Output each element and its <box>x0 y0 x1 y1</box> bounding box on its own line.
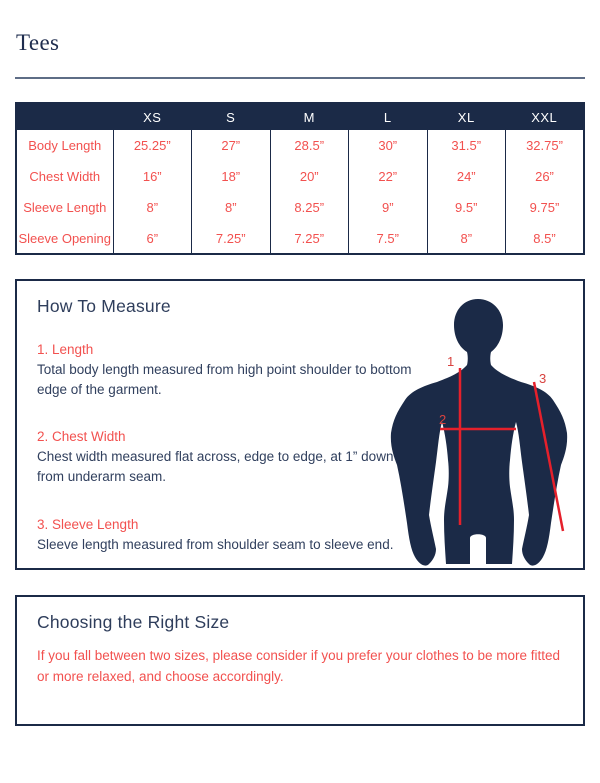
how-to-measure-title: How To Measure <box>37 296 171 317</box>
row-label: Sleeve Opening <box>18 230 111 246</box>
size-table <box>15 102 585 255</box>
choosing-size-text: If you fall between two sizes, please consider if you prefer your clothes to be more fitted or more relaxed, and choose accordingly. <box>37 648 561 685</box>
body-silhouette-diagram <box>381 287 583 570</box>
measurement-cell: 28.5” <box>270 130 349 161</box>
choosing-size-title: Choosing the Right Size <box>37 612 230 633</box>
measure-item-length <box>37 342 417 399</box>
measurement-cell: 8” <box>113 192 192 223</box>
measurement-cell: 27” <box>192 130 271 161</box>
size-column-header-m: M <box>270 103 349 130</box>
measurement-cell: 30” <box>349 130 428 161</box>
table-row-chest-width <box>16 161 584 192</box>
row-label: Body Length <box>28 138 102 154</box>
measure-item-text: Chest width measured flat across, edge to edge, at 1” down from underarm seam. <box>37 449 394 484</box>
measure-item-heading: 3. Sleeve Length <box>37 516 139 532</box>
measurement-cell: 9.5” <box>427 192 506 223</box>
measurement-cell: 8.25” <box>270 192 349 223</box>
measure-item-heading: 1. Length <box>37 342 94 358</box>
measurement-cell: 7.25” <box>192 223 271 254</box>
measurement-cell: 6” <box>113 223 192 254</box>
measurement-cell: 8.5” <box>506 223 585 254</box>
measure-item-heading: 2. Chest Width <box>37 429 126 445</box>
measurement-cell: 32.75” <box>506 130 585 161</box>
measure-label-3: 3 <box>539 371 547 387</box>
size-column-header-xxl: XXL <box>506 103 585 130</box>
table-corner-cell <box>16 103 113 130</box>
table-row-sleeve-length <box>16 192 584 223</box>
measure-label-2: 2 <box>439 412 447 428</box>
row-label: Sleeve Length <box>23 200 107 216</box>
table-row-sleeve-opening <box>16 223 584 254</box>
size-column-header-s: S <box>192 103 271 130</box>
measurement-cell: 9” <box>349 192 428 223</box>
size-column-header-xs: XS <box>113 103 192 130</box>
row-label: Chest Width <box>29 169 101 185</box>
table-row-body-length <box>16 130 584 161</box>
page-title: Tees <box>16 30 60 55</box>
measurement-cell: 8” <box>427 223 506 254</box>
measurement-cell: 24” <box>427 161 506 192</box>
measurement-cell: 16” <box>113 161 192 192</box>
size-table-header-row <box>16 103 584 130</box>
how-to-measure-panel <box>15 279 585 570</box>
measure-item-text: Total body length measured from high point shoulder to bottom edge of the garment. <box>37 362 412 397</box>
measurement-cell: 31.5” <box>427 130 506 161</box>
measurement-cell: 18” <box>192 161 271 192</box>
title-divider <box>15 77 585 79</box>
measurement-cell: 8” <box>192 192 271 223</box>
measure-item-sleeve-length <box>37 517 417 555</box>
measurement-cell: 26” <box>506 161 585 192</box>
size-column-header-l: L <box>349 103 428 130</box>
measurement-cell: 25.25” <box>113 130 192 161</box>
measurement-cell: 7.25” <box>270 223 349 254</box>
measurement-cell: 22” <box>349 161 428 192</box>
size-guide-page <box>0 30 600 726</box>
measurement-cell: 9.75” <box>506 192 585 223</box>
measurement-cell: 7.5” <box>349 223 428 254</box>
measure-item-chest-width <box>37 429 417 486</box>
measurement-cell: 20” <box>270 161 349 192</box>
size-column-header-xl: XL <box>427 103 506 130</box>
measure-item-text: Sleeve length measured from shoulder seam to sleeve end. <box>37 536 394 552</box>
torso-silhouette <box>391 299 567 566</box>
choosing-size-panel <box>15 595 585 726</box>
measure-label-1: 1 <box>447 354 455 370</box>
